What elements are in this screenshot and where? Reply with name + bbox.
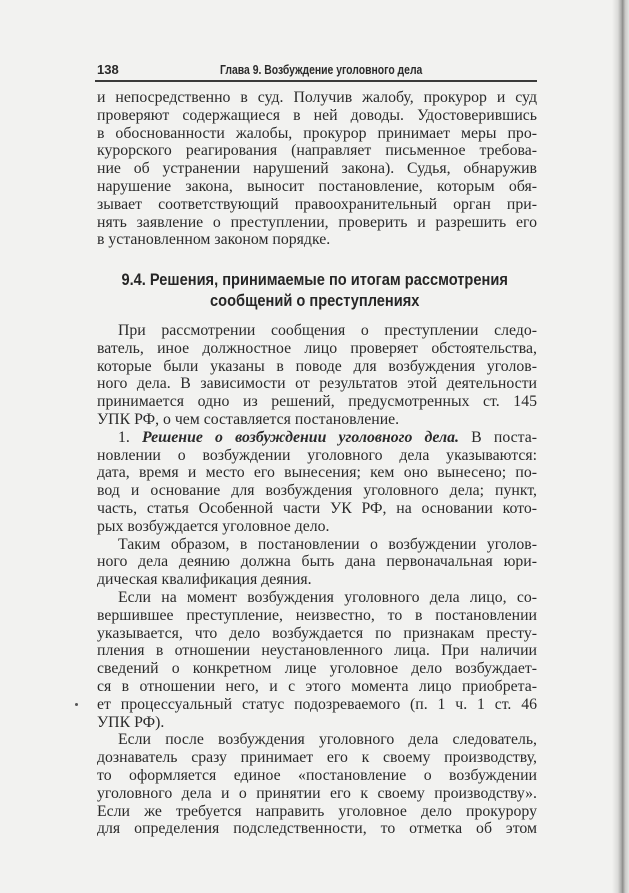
text-line: Если после возбуждения уголовного дела следователь, (118, 731, 537, 749)
chapter-title: Глава 9. Возбуждение уголовного дела (220, 62, 423, 77)
paragraph (97, 322, 537, 429)
text-line: ет процессуальный статус подозреваемого (п. 1 ч. 1 ст. 46 (97, 695, 537, 713)
text-line: проверяют содержащиеся в ней доводы. Удостоверившись (97, 106, 537, 124)
emphasized-term: Решение о возбуждении уголовного дела. (142, 428, 459, 446)
section-heading-line: сообщений о преступлениях (210, 290, 420, 310)
text-line: ся в отношении него, и с этого момента лицо приобрета- (97, 677, 537, 695)
text-line: то оформляется единое «постановление о возбуждении (97, 766, 537, 784)
text-line: УПК РФ). (97, 713, 165, 731)
text-line: дата, время и место его вынесения; кем оно вынесено; по- (97, 464, 537, 482)
list-number: 1. (118, 428, 130, 446)
text-line: курорского реагирования (направляет письменное требова- (97, 142, 537, 160)
text-line: которые были указаны в поводе для возбуждения уголов- (97, 357, 537, 375)
paragraph (97, 731, 537, 838)
text-line: Если же требуется направить уголовное дело прокурору (97, 802, 537, 820)
text-line: нарушение закона, выносит постановление, которым обя- (97, 177, 537, 195)
text-line: дознаватель сразу принимает его к своему производству, (97, 749, 537, 767)
text-line: нять заявление о преступлении, проверить и разрешить его (97, 213, 537, 231)
page-number: 138 (97, 62, 119, 77)
text-line: часть, статья Особенной части УК РФ, на основании кото- (97, 499, 537, 517)
text-line: сведений о конкретном лице уголовное дело возбуждает- (97, 660, 537, 678)
section-heading (60, 269, 570, 311)
running-head (97, 63, 537, 78)
text-line: ного дела. В зависимости от результатов этой деятельности (97, 375, 537, 393)
intro-paragraph (97, 89, 537, 249)
paragraph (97, 536, 537, 589)
text-line: ного дела деянию должна быть дана первоначальная юри- (97, 553, 537, 571)
text-line: уголовного дела и о принятии его к своему производству». (97, 784, 537, 802)
text-line: зывает соответствующий правоохранительный орган при- (97, 195, 537, 213)
text-line: рых возбуждается уголовное дело. (97, 517, 330, 535)
paragraph (97, 429, 537, 536)
section-heading-line: 9.4. Решения, принимаемые по итогам рассмотрения (121, 269, 509, 289)
scan-edge-shadow (612, 0, 629, 893)
text-line: ватель, иное должностное лицо проверяет обстоятельства, (97, 339, 537, 357)
lead-rest: В поста- (471, 428, 537, 446)
text-line: При рассмотрении сообщения о преступлении следо- (118, 322, 537, 339)
text-line: дическая квалификация деяния. (97, 571, 312, 589)
text-line: принимается одно из решений, предусмотренных ст. 145 (97, 393, 537, 411)
text-line: в обоснованности жалобы, прокурор принимает меры про- (97, 124, 537, 142)
scan-speck (75, 703, 78, 706)
section-body (97, 322, 537, 838)
header-rule (95, 80, 537, 82)
text-line: новлении о возбуждении уголовного дела указываются: (97, 446, 537, 464)
text-line (97, 429, 537, 447)
text-line: указывается, что дело возбуждается по признакам престу- (97, 624, 537, 642)
text-line: УПК РФ, о чем составляется постановление. (97, 410, 400, 428)
text-line: пления в отношении неустановленного лица. При наличии (97, 642, 537, 660)
text-line: Если на момент возбуждения уголовного дела лицо, со- (118, 588, 537, 606)
text-line: ние об устранении нарушений закона). Судья, обнаружив (97, 160, 537, 178)
text-line: для определения подследственности, то отметка об этом (97, 820, 537, 838)
text-line: и непосредственно в суд. Получив жалобу, прокурор и суд (97, 89, 537, 106)
text-line: Таким образом, в постановлении о возбуждении уголов- (118, 535, 537, 553)
text-line: в установленном законом порядке. (97, 231, 331, 249)
paragraph (97, 589, 537, 731)
text-line: вод и основание для возбуждения уголовного дела; пункт, (97, 482, 537, 500)
text-line: вершившее преступление, неизвестно, то в постановлении (97, 606, 537, 624)
